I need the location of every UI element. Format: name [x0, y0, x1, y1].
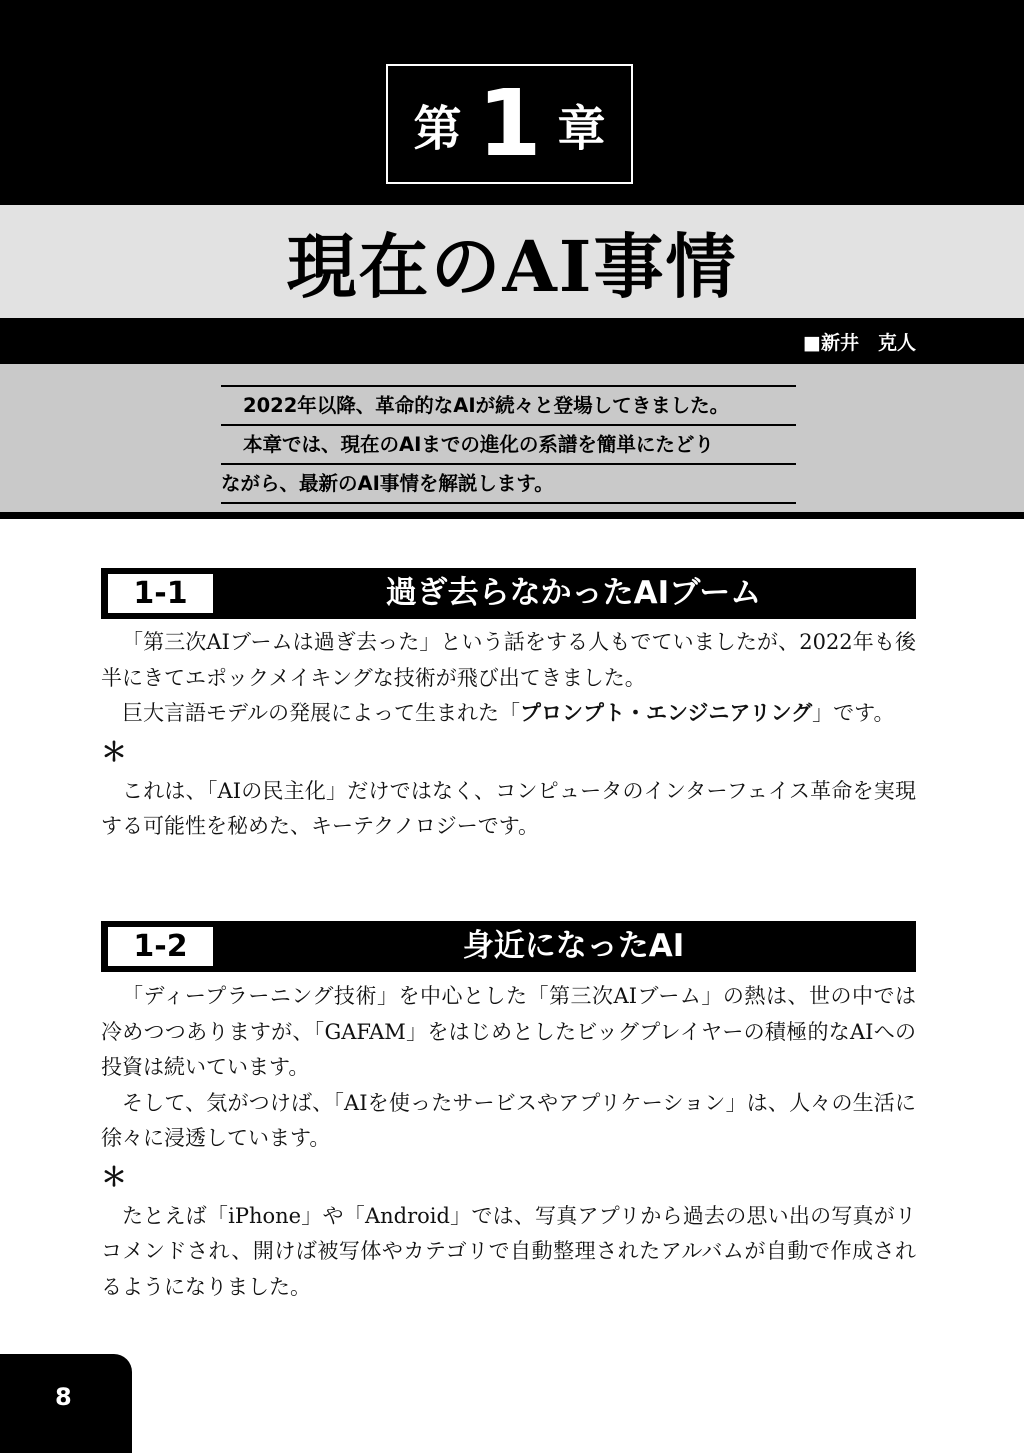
- section-body-1-2: [101, 979, 916, 1305]
- section-header-1-2: [101, 921, 916, 972]
- paragraph: たとえば「iPhone」や「Android」では、写真アプリから過去の思い出の写真がリコメンドされ、開けば被写体やカテゴリで自動整理されたアルバムが自動で作成されるようになりました。: [101, 1203, 916, 1299]
- chapter-prefix: 第: [413, 100, 462, 157]
- lead-line: 2022年以降、革命的なAIが続々と登場してきました。: [221, 387, 796, 426]
- section-header-1-1: [101, 568, 916, 619]
- author-band: [0, 318, 1024, 364]
- separator-asterisk: ＊: [101, 1162, 128, 1193]
- page-number-tab: [0, 1354, 132, 1453]
- paragraph-text: 巨大言語モデルの発展によって生まれた「: [122, 701, 520, 725]
- section-title: 過ぎ去らなかったAIブーム: [385, 575, 762, 611]
- chapter-number: 1: [477, 70, 542, 177]
- lead-band: [0, 364, 1024, 519]
- chapter-title: 現在のAI事情: [286, 225, 738, 308]
- lead-line: ながら、最新のAI事情を解説します。: [221, 465, 796, 504]
- author-name: ■新井 克人: [803, 332, 916, 354]
- chapter-label-box: [386, 64, 633, 184]
- paragraph: [101, 696, 916, 732]
- lead-line: 本章では、現在のAIまでの進化の系譜を簡単にたどり: [221, 426, 796, 465]
- section-body-1-1: [101, 625, 916, 845]
- highlighted-term: プロンプト・エンジニアリング: [519, 701, 813, 725]
- lead-paragraph: [221, 385, 796, 504]
- paragraph-text: 」です。: [812, 701, 895, 725]
- chapter-header-band: [0, 0, 1024, 205]
- paragraph: 「第三次AIブームは過ぎ去った」という話をする人もでていましたが、2022年も後半にきてエポックメイキングな技術が飛び出てきました。: [101, 630, 916, 690]
- chapter-suffix: 章: [557, 100, 606, 157]
- page-number: 8: [55, 1383, 72, 1411]
- paragraph: そして、気がつけば、「AIを使ったサービスやアプリケーション」は、人々の生活に徐々に浸透しています。: [101, 1090, 916, 1150]
- section-number: 1-2: [108, 927, 213, 966]
- section-number: 1-1: [108, 574, 213, 613]
- title-band: [0, 205, 1024, 318]
- separator-asterisk: ＊: [101, 737, 128, 768]
- paragraph: 「ディープラーニング技術」を中心とした「第三次AIブーム」の熱は、世の中では冷めつつありますが、「GAFAM」をはじめとしたビッグプレイヤーの積極的なAIへの投資は続いています。: [101, 984, 916, 1079]
- section-title: 身近になったAI: [462, 928, 685, 964]
- paragraph: これは、「AIの民主化」だけではなく、コンピュータのインターフェイス革命を実現する可能性を秘めた、キーテクノロジーです。: [101, 778, 916, 838]
